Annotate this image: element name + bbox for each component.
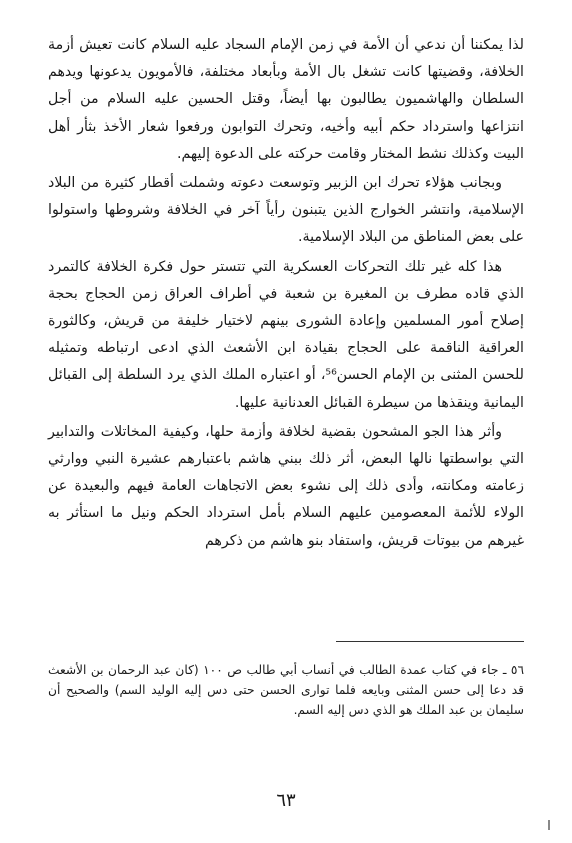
- footnote: ٥٦ ـ جاء في كتاب عمدة الطالب في أنساب أبي طالب ص ١٠٠ (كان عبد الرحمان بن الأشعث قد دعا إلى حسن المثنى وبايعه فلما توارى الحسن حتى دس إليه الوليد السم) والصحيح أن سليمان بن عبد الملك هو الذي دس إليه السم.: [48, 663, 524, 717]
- footnote-separator: [336, 641, 524, 642]
- paragraph-1: لذا يمكننا أن ندعي أن الأمة في زمن الإمام السجاد عليه السلام كانت تعيش أزمة الخلافة، وقضيتها كانت تشغل بال الأمة وبأبعاد مختلفة، فالأمويون يدعونها ويدهم السلطان والهاشميون يطالبون بها أيضاً، وقتل الحسين عليه السلام من أجل انتزاعها واسترداد حكم أبيه وأخيه، وتحرك التوابون ورفعوا شعار الأخذ بثأر أهل البيت وكذلك نشط المختار وقامت حركته على الدعوة إليهم.: [48, 37, 524, 162]
- paragraph-3: هذا كله غير تلك التحركات العسكرية التي تتستر حول فكرة الخلافة كالتمرد الذي قاده مطرف بن المغيرة بن شعبة في أطراف العراق زمن الحجاج بحجة إصلاح أمور المسلمين وإعادة الشورى بينهم لاختيار خليفة من قريش، وكالثورة العراقية الناقمة على الحجاج بقيادة ابن الأشعث الذي ادعى ارتباطه وتمثيله للحسن المثنى بن الإمام الحسن⁵⁶، أو اعتباره الملك الذي يرد السلطة إلى القبائل اليمانية وينقذها من سيطرة القبائل العدنانية عليها.: [48, 258, 524, 411]
- page-number: ٦٣: [276, 790, 296, 811]
- paragraph-4: وأثر هذا الجو المشحون بقضية لخلافة وأزمة حلها، وكيفية المخاتلات والتدابير التي بواسطتها نالها البعض، أثر ذلك ببني هاشم باعتبارهم عشيرة النبي ووارثي زعامته ومكانته، وأدى ذلك إلى نشوء بعض الاتجاهات العامة فيهم والبعيدة عن الولاء للأئمة المعصومين عليهم السلام بأمل استرداد الحكم ونيل ما استأثر به غيرهم من بيوتات قريش، واستفاد بنو هاشم من ذكرهم: [48, 423, 524, 549]
- body-text: [48, 32, 524, 557]
- scan-edge-mark: [548, 820, 550, 830]
- paragraph-2: وبجانب هؤلاء تحرك ابن الزبير وتوسعت دعوته وشملت أقطار كثيرة من البلاد الإسلامية، وانتشر الخوارج الذين يتبنون رأياً آخر في الخلافة وشروطها واستولوا على بعض المناطق من البلاد الإسلامية.: [48, 175, 524, 246]
